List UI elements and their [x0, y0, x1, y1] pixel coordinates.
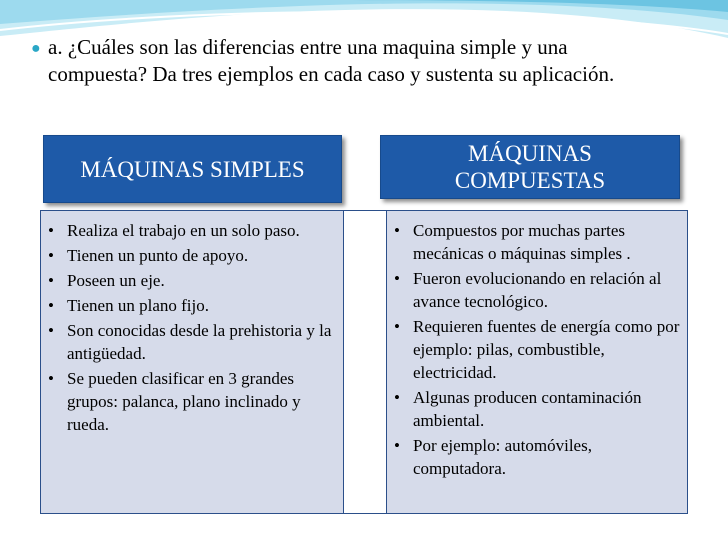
list-item: • Poseen un eje.: [48, 271, 165, 290]
bullet-icon: •: [394, 317, 400, 336]
list-item: • Realiza el trabajo en un solo paso.: [48, 221, 300, 240]
bullet-icon: •: [48, 221, 54, 240]
list-item: • Tienen un plano fijo.: [48, 296, 209, 315]
bullet-icon: •: [394, 269, 400, 288]
list-item: • Por ejemplo: automóviles, computadora.: [394, 436, 592, 478]
bullet-icon: •: [394, 436, 400, 455]
list-item: • Son conocidas desde la prehistoria y la antigüedad.: [48, 321, 332, 363]
bullet-icon: •: [48, 296, 54, 315]
bullet-icon: •: [48, 271, 54, 290]
panel-simples: [40, 210, 344, 514]
header-maquinas-simples: MÁQUINAS SIMPLES: [43, 135, 342, 203]
list-simples: [41, 211, 343, 436]
bullet-icon: •: [48, 321, 54, 340]
bullet-icon: ●: [31, 40, 41, 57]
list-item: • Fueron evolucionando en relación al avance tecnológico.: [394, 269, 662, 311]
header-maquinas-compuestas: MÁQUINAS COMPUESTAS: [380, 135, 680, 199]
bullet-icon: •: [48, 369, 54, 388]
list-item: • Algunas producen contaminación ambiental.: [394, 388, 642, 430]
panel-divider: [344, 210, 386, 514]
bullet-icon: •: [48, 246, 54, 265]
panel-compuestas: [386, 210, 688, 514]
list-item: • Compuestos por muchas partes mecánicas o máquinas simples .: [394, 221, 631, 263]
list-compuestas: [387, 211, 687, 480]
list-item: • Tienen un punto de apoyo.: [48, 246, 249, 265]
question-text: ● a. ¿Cuáles son las diferencias entre una maquina simple y una compuesta? Da tres ejemplos en cada caso y sustenta su aplicación.: [31, 35, 615, 86]
list-item: • Se pueden clasificar en 3 grandes grupos: palanca, plano inclinado y rueda.: [48, 369, 301, 434]
bullet-icon: •: [394, 221, 400, 240]
list-item: • Requieren fuentes de energía como por ejemplo: pilas, combustible, electricidad.: [394, 317, 680, 382]
bullet-icon: •: [394, 388, 400, 407]
